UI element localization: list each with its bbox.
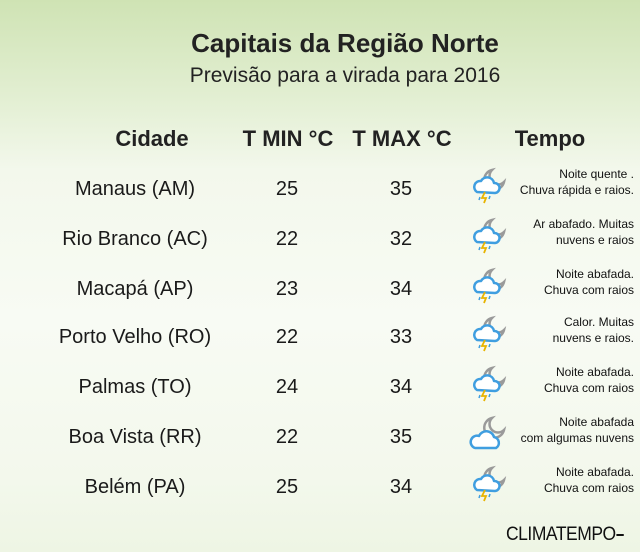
city-name: Belém (PA): [84, 476, 186, 498]
table-row: [0, 415, 640, 468]
city-name: Porto Velho (RO): [58, 326, 212, 348]
temp-min: 25: [275, 476, 299, 498]
weather-description: Noite quente . Chuva rápida e raios.: [519, 167, 634, 197]
temp-min: 23: [275, 278, 299, 300]
temp-min: 25: [275, 178, 299, 200]
temp-min: 22: [275, 426, 299, 448]
climatempo-logo: CLIMATEMPO: [506, 524, 624, 546]
weather-description: Noite abafada. Chuva com raios: [543, 465, 634, 495]
temp-min: 24: [275, 376, 299, 398]
weather-description: Ar abafado. Muitas nuvens e raios: [533, 217, 634, 247]
city-name: Boa Vista (RR): [68, 426, 202, 448]
city-name: Palmas (TO): [78, 376, 192, 398]
city-name: Manaus (AM): [74, 178, 196, 200]
temp-max: 32: [389, 228, 413, 250]
table-row: [0, 365, 640, 418]
temp-max: 35: [389, 178, 413, 200]
temp-min: 22: [275, 228, 299, 250]
temp-max: 33: [389, 326, 413, 348]
header-city: Cidade: [115, 126, 189, 151]
header-tmin: T MIN °C: [242, 126, 334, 151]
temp-max: 34: [389, 376, 413, 398]
table-row: [0, 217, 640, 270]
temp-min: 22: [275, 326, 299, 348]
weather-description: Noite abafada. Chuva com raios: [543, 365, 634, 395]
temp-max: 34: [389, 278, 413, 300]
page-title: Capitais da Região Norte: [191, 28, 499, 58]
header-weather: Tempo: [514, 126, 586, 151]
table-row: [0, 465, 640, 518]
weather-description: Noite abafada com algumas nuvens: [520, 415, 634, 445]
table-row: [0, 315, 640, 368]
temp-max: 34: [389, 476, 413, 498]
city-name: Rio Branco (AC): [62, 228, 208, 250]
weather-description: Noite abafada. Chuva com raios: [543, 267, 634, 297]
page-subtitle: Previsão para a virada para 2016: [189, 64, 501, 87]
temp-max: 35: [389, 426, 413, 448]
table-row: [0, 167, 640, 220]
table-row: [0, 267, 640, 320]
header-tmax: T MAX °C: [352, 126, 452, 151]
weather-description: Calor. Muitas nuvens e raios.: [552, 315, 634, 345]
city-name: Macapá (AP): [76, 278, 194, 300]
